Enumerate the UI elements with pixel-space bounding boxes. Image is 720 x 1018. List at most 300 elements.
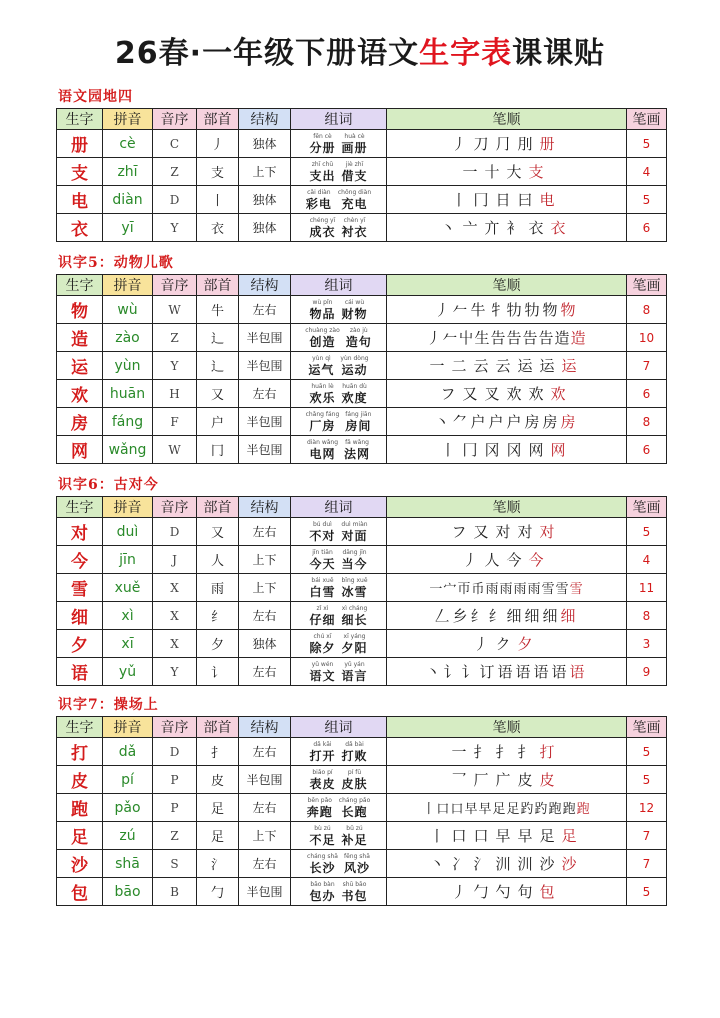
- word-pair: [309, 576, 335, 599]
- header-strokes: 笔顺: [387, 717, 627, 738]
- cell-struct: 左右: [239, 658, 291, 686]
- stroke-step: 今: [506, 551, 522, 569]
- stroke-step: 户: [506, 413, 522, 431]
- word-pair: [307, 852, 338, 875]
- word-pair: [346, 326, 372, 349]
- cell-strokes: [387, 408, 627, 436]
- word-pair: [342, 768, 368, 791]
- cell-order: W: [153, 296, 197, 324]
- stroke-step: 乡: [452, 607, 468, 625]
- word-pair: [308, 354, 334, 377]
- word-text: 财物: [341, 307, 368, 321]
- word-pinyin: bǔ zú: [346, 825, 363, 832]
- word-pinyin: fǎ wǎng: [345, 439, 369, 446]
- stroke-step: ⺆: [495, 135, 511, 153]
- word-pinyin: huà cè: [344, 133, 365, 140]
- stroke-step: 足: [492, 802, 506, 817]
- word-pinyin: fáng jiān: [345, 411, 372, 418]
- stroke-step: 刖: [517, 135, 533, 153]
- stroke-step: 雪: [569, 582, 583, 597]
- cell-count: 6: [627, 214, 667, 242]
- stroke-step: 雨: [499, 582, 513, 597]
- cell-struct: 独体: [239, 214, 291, 242]
- header-words: 组词: [291, 717, 387, 738]
- stroke-step: 雨: [527, 582, 541, 597]
- cell-order: Z: [153, 324, 197, 352]
- stroke-step: 丿: [451, 883, 467, 901]
- stroke-step: 十: [484, 163, 500, 181]
- word-text: 今天: [309, 557, 336, 571]
- stroke-step: 口: [436, 802, 450, 817]
- table-row: [57, 658, 667, 686]
- cell-char: 对: [57, 518, 103, 546]
- cell-char: 包: [57, 878, 103, 906]
- stroke-step: 物: [560, 301, 576, 319]
- stroke-step: 曰: [517, 191, 533, 209]
- cell-struct: 独体: [239, 186, 291, 214]
- header-count: 笔画: [627, 497, 667, 518]
- section-title: 识字7：操场上: [58, 697, 159, 713]
- word-pinyin: zào jù: [349, 327, 368, 334]
- stroke-step: フ: [451, 523, 467, 541]
- stroke-step: 户: [488, 413, 504, 431]
- cell-pinyin: wǎng: [103, 436, 153, 464]
- stroke-step: 早: [478, 802, 492, 817]
- cell-radical: 扌: [197, 738, 239, 766]
- word-text: 表皮: [309, 777, 336, 791]
- section-title: 识字6：古对今: [58, 477, 159, 493]
- header-words: 组词: [291, 497, 387, 518]
- stroke-step: 沙: [561, 855, 577, 873]
- stroke-step: 跑: [562, 802, 576, 817]
- cell-count: 8: [627, 602, 667, 630]
- stroke-step: 对: [539, 523, 555, 541]
- cell-struct: 左右: [239, 380, 291, 408]
- table-row: [57, 850, 667, 878]
- word-pinyin: xì cháng: [341, 605, 368, 612]
- stroke-step: 衤: [506, 219, 522, 237]
- cell-order: D: [153, 518, 197, 546]
- word-text: 奔跑: [306, 805, 333, 819]
- stroke-step: 冈: [484, 441, 500, 459]
- stroke-step: 语: [533, 663, 549, 681]
- section-1: [56, 252, 666, 464]
- word-pinyin: bāo bàn: [310, 881, 335, 888]
- stroke-step: 氵: [473, 855, 489, 873]
- header-radical: 部首: [197, 717, 239, 738]
- word-text: 对面: [341, 529, 368, 543]
- cell-pinyin: huān: [103, 380, 153, 408]
- cell-order: Z: [153, 158, 197, 186]
- word-text: 支出: [309, 169, 336, 183]
- stroke-step: 丿: [451, 135, 467, 153]
- cell-char: 运: [57, 352, 103, 380]
- header-struct: 结构: [239, 275, 291, 296]
- table-row: [57, 878, 667, 906]
- stroke-step: 勺: [495, 883, 511, 901]
- cell-strokes: [387, 878, 627, 906]
- stroke-step: 对: [517, 523, 533, 541]
- cell-strokes: [387, 158, 627, 186]
- cell-count: 6: [627, 380, 667, 408]
- header-strokes: 笔顺: [387, 497, 627, 518]
- stroke-step: 今: [528, 551, 544, 569]
- table-row: [57, 296, 667, 324]
- stroke-step: 告: [506, 329, 522, 347]
- word-text: 成衣: [309, 225, 336, 239]
- word-pair: [307, 796, 333, 819]
- word-pair: [345, 410, 371, 433]
- cell-char: 造: [57, 324, 103, 352]
- cell-words: [291, 574, 387, 602]
- cell-order: W: [153, 436, 197, 464]
- stroke-step: 云: [495, 357, 511, 375]
- cell-radical: 足: [197, 822, 239, 850]
- word-pair: [342, 216, 368, 239]
- word-pair: [342, 740, 368, 763]
- stroke-step: 一: [429, 582, 443, 597]
- stroke-step: 叉: [484, 385, 500, 403]
- cell-order: S: [153, 850, 197, 878]
- cell-radical: 辶: [197, 324, 239, 352]
- stroke-step: 生: [474, 329, 490, 347]
- cell-radical: 讠: [197, 658, 239, 686]
- word-text: 冰雪: [341, 585, 368, 599]
- cell-count: 5: [627, 186, 667, 214]
- stroke-step: 告: [490, 329, 506, 347]
- stroke-step: 房: [524, 413, 540, 431]
- table-row: [57, 546, 667, 574]
- word-pinyin: chú xī: [313, 633, 332, 640]
- cell-words: [291, 214, 387, 242]
- word-text: 当今: [341, 557, 368, 571]
- stroke-step: フ: [440, 385, 456, 403]
- cell-struct: 左右: [239, 296, 291, 324]
- word-text: 皮肤: [341, 777, 368, 791]
- cell-count: 5: [627, 130, 667, 158]
- cell-pinyin: yùn: [103, 352, 153, 380]
- stroke-step: 扌: [517, 743, 533, 761]
- cell-order: C: [153, 130, 197, 158]
- cell-words: [291, 602, 387, 630]
- word-pinyin: huān lè: [311, 383, 334, 390]
- stroke-step: 欢: [528, 385, 544, 403]
- cell-pinyin: duì: [103, 518, 153, 546]
- header-pinyin: 拼音: [103, 275, 153, 296]
- stroke-step: 语: [497, 663, 513, 681]
- stroke-step: 包: [539, 883, 555, 901]
- word-pair: [306, 410, 340, 433]
- header-order: 音序: [153, 275, 197, 296]
- stroke-step: 运: [539, 357, 555, 375]
- header-row: [57, 275, 667, 296]
- word-pair: [340, 354, 368, 377]
- word-pair: [309, 216, 335, 239]
- cell-order: B: [153, 878, 197, 906]
- stroke-step: 册: [539, 135, 555, 153]
- cell-radical: 又: [197, 380, 239, 408]
- word-pinyin: cǎi diàn: [307, 189, 331, 196]
- stroke-step: 雨: [485, 582, 499, 597]
- word-text: 夕阳: [341, 641, 368, 655]
- cell-count: 5: [627, 738, 667, 766]
- word-pair: [344, 438, 370, 461]
- cell-count: 3: [627, 630, 667, 658]
- header-struct: 结构: [239, 497, 291, 518]
- cell-strokes: [387, 794, 627, 822]
- stroke-step: 亣: [484, 219, 500, 237]
- word-pair: [305, 326, 340, 349]
- stroke-step: 丿: [462, 551, 478, 569]
- word-pinyin: duì miàn: [341, 521, 368, 528]
- stroke-step: 丶: [440, 219, 456, 237]
- header-words: 组词: [291, 109, 387, 130]
- header-struct: 结构: [239, 717, 291, 738]
- stroke-step: 足: [539, 827, 555, 845]
- cell-strokes: [387, 822, 627, 850]
- header-char: 生字: [57, 717, 103, 738]
- header-pinyin: 拼音: [103, 717, 153, 738]
- stroke-step: ⺈: [452, 413, 468, 431]
- stroke-step: 一: [462, 163, 478, 181]
- word-pinyin: chéng yī: [309, 217, 336, 224]
- cell-words: [291, 850, 387, 878]
- cell-radical: 户: [197, 408, 239, 436]
- stroke-step: 广: [495, 771, 511, 789]
- stroke-step: 物: [542, 301, 558, 319]
- word-pair: [342, 632, 368, 655]
- cell-words: [291, 658, 387, 686]
- word-pair: [338, 188, 371, 211]
- cell-order: J: [153, 546, 197, 574]
- stroke-step: 牛: [470, 301, 486, 319]
- cell-strokes: [387, 658, 627, 686]
- word-text: 白雪: [309, 585, 336, 599]
- header-char: 生字: [57, 497, 103, 518]
- word-pinyin: chǎng fáng: [305, 411, 340, 418]
- cell-order: F: [153, 408, 197, 436]
- header-count: 笔画: [627, 275, 667, 296]
- word-pinyin: huān dù: [342, 383, 367, 390]
- word-pinyin: wù pǐn: [312, 299, 333, 306]
- cell-char: 夕: [57, 630, 103, 658]
- cell-count: 8: [627, 296, 667, 324]
- stroke-step: 亠: [462, 219, 478, 237]
- word-text: 长跑: [341, 805, 368, 819]
- cell-strokes: [387, 352, 627, 380]
- stroke-step: 欢: [550, 385, 566, 403]
- stroke-step: 刀: [473, 135, 489, 153]
- word-text: 衬衣: [341, 225, 368, 239]
- table-row: [57, 602, 667, 630]
- stroke-step: 丶: [434, 413, 450, 431]
- stroke-step: 口: [473, 827, 489, 845]
- stroke-step: 跑: [576, 802, 590, 817]
- table-row: [57, 408, 667, 436]
- cell-struct: 上下: [239, 574, 291, 602]
- stroke-step: 告: [538, 329, 554, 347]
- table-row: [57, 630, 667, 658]
- cell-struct: 半包围: [239, 324, 291, 352]
- cell-pinyin: jīn: [103, 546, 153, 574]
- word-text: 风沙: [343, 861, 370, 875]
- cell-char: 物: [57, 296, 103, 324]
- cell-struct: 上下: [239, 158, 291, 186]
- stroke-step: 丨: [422, 802, 436, 817]
- cell-radical: 足: [197, 794, 239, 822]
- stroke-step: 汌: [495, 855, 511, 873]
- word-text: 仔细: [309, 613, 336, 627]
- cell-strokes: [387, 602, 627, 630]
- word-pinyin: chèn yī: [343, 217, 366, 224]
- stroke-step: 丶: [429, 855, 445, 873]
- stroke-step: 乛: [451, 771, 467, 789]
- stroke-step: 冂: [462, 441, 478, 459]
- stroke-step: 早: [517, 827, 533, 845]
- cell-char: 房: [57, 408, 103, 436]
- word-pair: [309, 298, 335, 321]
- cell-strokes: [387, 130, 627, 158]
- word-text: 分册: [309, 141, 336, 155]
- cell-count: 12: [627, 794, 667, 822]
- section-2: [56, 474, 666, 686]
- header-radical: 部首: [197, 497, 239, 518]
- header-pinyin: 拼音: [103, 109, 153, 130]
- header-row: [57, 109, 667, 130]
- character-table: [56, 108, 667, 242]
- cell-order: Y: [153, 658, 197, 686]
- word-pinyin: bīng xuě: [341, 577, 368, 584]
- cell-pinyin: yī: [103, 214, 153, 242]
- word-pair: [342, 880, 368, 903]
- stroke-step: 冂: [473, 191, 489, 209]
- cell-words: [291, 158, 387, 186]
- stroke-step: 欢: [506, 385, 522, 403]
- stroke-step: 沙: [539, 855, 555, 873]
- stroke-step: 又: [473, 523, 489, 541]
- word-pair: [341, 520, 367, 543]
- cell-char: 支: [57, 158, 103, 186]
- cell-struct: 独体: [239, 630, 291, 658]
- stroke-step: 𠂉: [452, 301, 468, 319]
- stroke-step: 人: [484, 551, 500, 569]
- stroke-step: 丨: [451, 191, 467, 209]
- word-pair: [342, 132, 368, 155]
- cell-radical: 勹: [197, 878, 239, 906]
- stroke-step: 纟: [470, 607, 486, 625]
- stroke-step: 早: [495, 827, 511, 845]
- cell-pinyin: cè: [103, 130, 153, 158]
- cell-words: [291, 324, 387, 352]
- word-pinyin: yǔ yán: [344, 661, 365, 668]
- title-highlight: 生字表: [419, 36, 513, 71]
- cell-radical: 冂: [197, 436, 239, 464]
- section-title: 识字5：动物儿歌: [58, 255, 174, 271]
- stroke-step: 语: [569, 663, 585, 681]
- cell-struct: 半包围: [239, 436, 291, 464]
- table-row: [57, 738, 667, 766]
- cell-char: 衣: [57, 214, 103, 242]
- cell-strokes: [387, 296, 627, 324]
- cell-pinyin: shā: [103, 850, 153, 878]
- cell-count: 6: [627, 436, 667, 464]
- cell-strokes: [387, 436, 627, 464]
- section-3: [56, 694, 666, 906]
- table-row: [57, 324, 667, 352]
- cell-radical: 牛: [197, 296, 239, 324]
- cell-strokes: [387, 738, 627, 766]
- stroke-step: 细: [524, 607, 540, 625]
- cell-order: P: [153, 794, 197, 822]
- word-text: 不足: [309, 833, 336, 847]
- cell-radical: 支: [197, 158, 239, 186]
- stroke-step: 告: [522, 329, 538, 347]
- word-text: 补足: [341, 833, 368, 847]
- cell-words: [291, 296, 387, 324]
- word-pair: [309, 740, 335, 763]
- stroke-step: 丿: [426, 329, 442, 347]
- cell-struct: 半包围: [239, 408, 291, 436]
- stroke-step: 口: [450, 802, 464, 817]
- word-text: 欢度: [341, 391, 368, 405]
- cell-words: [291, 822, 387, 850]
- cell-strokes: [387, 546, 627, 574]
- header-row: [57, 497, 667, 518]
- stroke-step: 细: [542, 607, 558, 625]
- word-pinyin: jīn tiān: [312, 549, 333, 556]
- stroke-step: 皮: [517, 771, 533, 789]
- cell-count: 8: [627, 408, 667, 436]
- header-struct: 结构: [239, 109, 291, 130]
- stroke-step: 丿: [434, 301, 450, 319]
- word-pair: [309, 132, 335, 155]
- word-pinyin: bēn pǎo: [307, 797, 332, 804]
- word-pair: [339, 796, 370, 819]
- cell-struct: 半包围: [239, 878, 291, 906]
- header-radical: 部首: [197, 275, 239, 296]
- word-text: 充电: [341, 197, 368, 211]
- stroke-step: 币: [471, 582, 485, 597]
- word-pinyin: dāng jīn: [342, 549, 367, 556]
- cell-count: 7: [627, 822, 667, 850]
- character-table: [56, 274, 667, 464]
- word-text: 物品: [309, 307, 336, 321]
- word-text: 不对: [309, 529, 336, 543]
- header-order: 音序: [153, 717, 197, 738]
- cell-words: [291, 130, 387, 158]
- cell-struct: 独体: [239, 130, 291, 158]
- cell-char: 打: [57, 738, 103, 766]
- stroke-step: 夕: [517, 635, 533, 653]
- stroke-step: 皮: [539, 771, 555, 789]
- word-pair: [342, 382, 368, 405]
- word-text: 运动: [341, 363, 368, 377]
- cell-count: 7: [627, 850, 667, 878]
- word-text: 房间: [345, 419, 372, 433]
- word-pair: [309, 880, 335, 903]
- cell-order: P: [153, 766, 197, 794]
- word-text: 厂房: [309, 419, 336, 433]
- header-char: 生字: [57, 109, 103, 130]
- stroke-step: 丶: [425, 663, 441, 681]
- cell-words: [291, 878, 387, 906]
- stroke-step: 扌: [495, 743, 511, 761]
- stroke-step: 网: [528, 441, 544, 459]
- cell-struct: 半包围: [239, 766, 291, 794]
- cell-struct: 左右: [239, 850, 291, 878]
- stroke-step: 造: [570, 329, 586, 347]
- header-char: 生字: [57, 275, 103, 296]
